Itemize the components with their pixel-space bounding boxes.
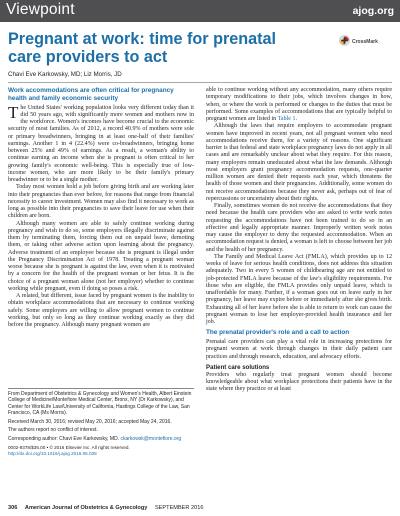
article-title: Pregnant at work: time for prenatal care providers to act [8, 30, 277, 66]
corresponding-author: Corresponding author: Chavi Eve Karkowsky, MD. ckarkowsk@montefiore.org [8, 436, 182, 443]
site-link[interactable]: ajog.org [352, 5, 394, 17]
email-link[interactable]: ckarkowsk@montefiore.org [120, 436, 182, 443]
issue-date: SEPTEMBER 2016 [154, 505, 204, 511]
section-heading: Work accommodations are often critical for pregnancy health and family economic security [8, 87, 174, 102]
author-affiliation: From Department of Obstetrics & Gynecology and Women's Health, Albert Einstein College of Medicine/Montefiore Medical Center, Bronx, NY (Dr Karkowsky), and Center for WorkLife Law/University of California, Hastings College of the Law, San Francisco, CA (Ms Morris). [8, 391, 192, 416]
received-dates: Received March 30, 2016; revised May 20, 2016; accepted May 24, 2016. [8, 418, 172, 425]
section-label: Viewpoint [6, 1, 75, 18]
paragraph: The Family and Medical Leave Act (FMLA), which provides up to 12 weeks of leave for serious health conditions, does not address this situation adequately. Two in every 5 women of childbearing age are not entitled to job-protected FMLA leave because of the law's eligibility requirements. For those who are eligible, the FMLA provides only unpaid leave, which is unaffordable for many. Further, if a woman goes out on leave early in her pregnancy, her leave may expire before or immediately after she gives birth. Exhausting all of her leave before she is able to return to work can cause the pregnant woman to lose her employer-provided health insurance and her job. [206, 253, 392, 325]
drop-cap: T [8, 102, 19, 122]
footnote-divider [8, 388, 194, 389]
paragraph: able to continue working without any accommodation, many others require temporary modifications to their jobs, which involves changes in how, when, or where the work is performed or changes to the duties that must be performed. Some examples of accommodations that are typically helpful to pregnant women are listed in Table 1. [206, 87, 392, 122]
header-bar [0, 0, 400, 22]
journal-name: American Journal of Obstetrics & Gynecology [24, 505, 148, 511]
left-column [8, 87, 194, 329]
paragraph: Prenatal care providers can play a vital role in increasing protections for pregnant women at work through changes in their daily patient care practices and through research, education, and advocacy efforts. [206, 339, 392, 360]
section-heading: The prenatal provider's role and a call to action [206, 329, 350, 337]
table-link[interactable]: Table 1 [277, 116, 296, 122]
paragraph-intro [8, 102, 194, 185]
license-line: 0002-9378/$36.00 • © 2016 Elsevier Inc. All rights reserved. http://dx.doi.org/10.1016/j.ajog.2016.05.038 [8, 445, 130, 457]
paragraph: Today most women hold a job before giving birth and are working later into their pregnancies than ever before, for reasons that range from financial necessity to career investment. Women may also find it necessary to work as long as possible into their pregnancies to save their leave for use when their children are born. [8, 184, 194, 220]
article-footnote [8, 388, 194, 460]
page-number: 306 [8, 505, 18, 511]
paragraph: Providers who regularly treat pregnant women should become knowledgeable about what workplace protections their patients have in the state where they practice or at least [206, 371, 392, 393]
title-divider [8, 82, 392, 83]
paragraph: Finally, sometimes women do not receive the accommodations that they need because the health care providers who are asked to write work notes requesting the accommodations have not been trained to do so in an effective and legally appropriate manner. Improperly written work notes may cause the employer to deny the requested accommodation. When an accommodation request is denied, a woman is left to choose between her job and the health of her pregnancy. [206, 203, 392, 253]
crossmark-label: CrossMark [352, 39, 378, 45]
paragraph-text: he United States' working population looks very different today than it did 50 years ago, with significantly more women and mothers now in the workforce. Women's incomes have become crucial to the economic security of most families. As of 2012, a record 40.9% of mothers were sole or primary breadwinners, bringing in at least one-half of their families' earnings. Another 1 in 4 (22.4%) were co-breadwinners, bringing home between 25% and 49% of earnings. As a result, a woman's ability to continue earning an income when she is pregnant is often critical to her growing family's economic well-being. This is especially true of low-income women, who are more likely to be their family's primary breadwinner or to be a single mother. [8, 104, 194, 184]
crossmark-icon [339, 33, 350, 51]
doi-link[interactable]: http://dx.doi.org/10.1016/j.ajog.2016.05.038 [8, 451, 97, 457]
paragraph: Although many women are able to safely continue working during pregnancy and wish to do so, some employers illegally discriminate against them by terminating them, forcing them out on unpaid leave, demoting them, or taking other adverse action upon learning about the pregnancy. Adverse treatment of an employee because she is pregnant is illegal under the Pregnancy Discrimination Act of 1978. Treating a pregnant woman worse because she is pregnant is against the law, even when it is motivated by a concern for the health of the pregnant woman or her fetus. It is the choice of a pregnant woman alone (not her employer) whether to continue working while pregnant, even if doing so poses a risk. [8, 220, 194, 292]
page-footer [8, 505, 203, 511]
crossmark-badge[interactable] [339, 33, 378, 51]
paragraph: Although the laws that require employers to accommodate pregnant women have improved in recent years, not all pregnant women who need accommodations receive them, for a variety of reasons. One significant barrier is that federal and state workplace pregnancy laws do not apply in all cases and are remarkably unclear about what they require. For this reason, many employers remain uneducated about what the law demands. Although most employers grant pregnancy accommodation requests, one-quarter million women are denied their requests each year, which threatens the health of those women and their pregnancies. Additionally, some women do not receive accommodations because they never ask, perhaps out of fear of repercussions or uncertainty about their rights. [206, 123, 392, 202]
paragraph: A related, but different, issue faced by pregnant women is the inability to obtain workplace accommodations that are necessary to continue working safely. Some employers are willing to allow pregnant women to continue working, but only so long as they continue working exactly as they did before the pregnancy. Although many pregnant women are [8, 293, 194, 329]
author-list: Chavi Eve Karkowsky, MD; Liz Morris, JD [8, 71, 122, 78]
subsection-heading: Patient care solutions [206, 363, 270, 371]
right-column [206, 87, 392, 393]
conflict-statement: The authors report no conflict of interest. [8, 427, 98, 434]
